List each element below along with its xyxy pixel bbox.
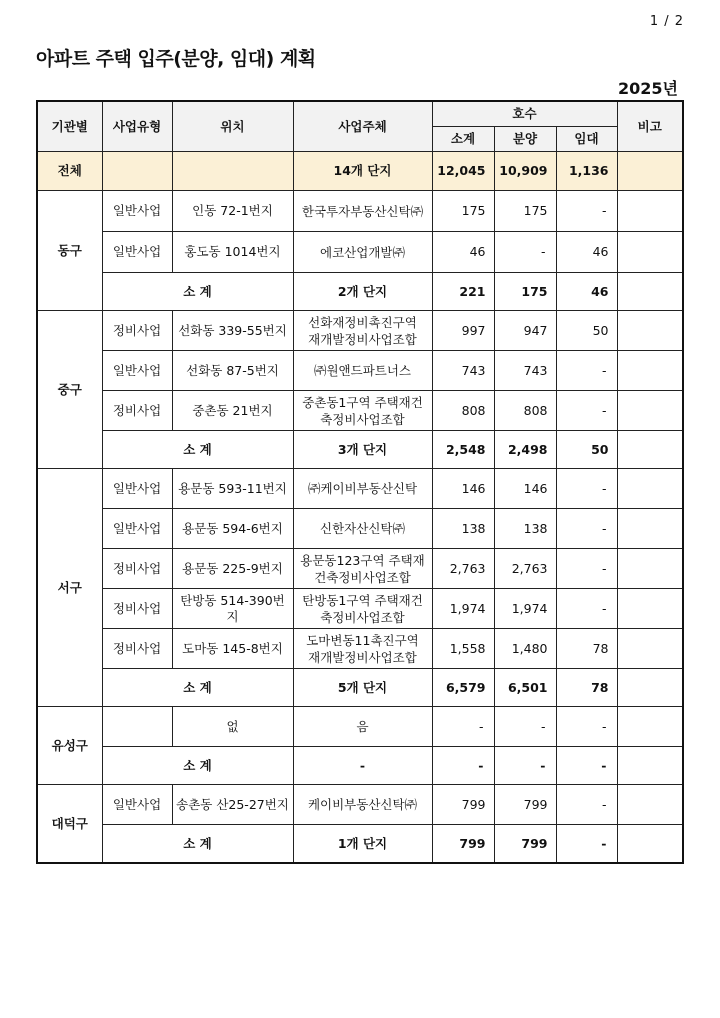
operator-cell: 도마변동11촉진구역 재개발정비사업조합 xyxy=(293,629,432,669)
units-sale-cell: 138 xyxy=(494,509,556,549)
units-rental-cell: 50 xyxy=(556,311,617,351)
header-location: 위치 xyxy=(172,101,293,152)
header-rental: 임대 xyxy=(556,127,617,152)
units-sale-cell: - xyxy=(494,707,556,747)
subtotal-rental: 78 xyxy=(556,669,617,707)
subtotal-label: 소 계 xyxy=(102,825,293,864)
subtotal-complexes: 3개 단지 xyxy=(293,431,432,469)
table-row xyxy=(37,509,683,549)
table-row xyxy=(37,549,683,589)
units-total-cell: - xyxy=(432,707,494,747)
location-cell: 용문동 594-6번지 xyxy=(172,509,293,549)
units-sale-cell: - xyxy=(494,232,556,273)
subtotal-complexes: 5개 단지 xyxy=(293,669,432,707)
grand-total-row xyxy=(37,152,683,191)
units-rental-cell: - xyxy=(556,549,617,589)
location-cell: 중촌동 21번지 xyxy=(172,391,293,431)
subtotal-rental: 46 xyxy=(556,273,617,311)
type-cell: 정비사업 xyxy=(102,589,172,629)
units-rental-cell: - xyxy=(556,707,617,747)
page-title: 아파트 주택 입주(분양, 임대) 계획 xyxy=(36,48,316,70)
area-label: 중구 xyxy=(37,311,102,469)
operator-cell: 한국투자부동산신탁㈜ xyxy=(293,191,432,232)
area-label: 동구 xyxy=(37,191,102,311)
operator-cell: ㈜원앤드파트너스 xyxy=(293,351,432,391)
units-sale-cell: 947 xyxy=(494,311,556,351)
units-rental-cell: - xyxy=(556,191,617,232)
subtotal-units: 2,548 xyxy=(432,431,494,469)
table-row xyxy=(37,351,683,391)
subtotal-row xyxy=(37,825,683,864)
operator-cell: 신한자산신탁㈜ xyxy=(293,509,432,549)
location-cell: 선화동 87-5번지 xyxy=(172,351,293,391)
location-cell: 도마동 145-8번지 xyxy=(172,629,293,669)
subtotal-rental: - xyxy=(556,825,617,864)
type-cell: 일반사업 xyxy=(102,351,172,391)
units-sale-cell: 743 xyxy=(494,351,556,391)
grand-total-complexes: 14개 단지 xyxy=(293,152,432,191)
units-sale-cell: 146 xyxy=(494,469,556,509)
units-sale-cell: 1,974 xyxy=(494,589,556,629)
units-total-cell: 2,763 xyxy=(432,549,494,589)
units-rental-cell: - xyxy=(556,785,617,825)
type-cell: 일반사업 xyxy=(102,191,172,232)
grand-total-label: 전체 xyxy=(37,152,102,191)
subtotal-row xyxy=(37,669,683,707)
location-cell: 송촌동 산25-27번지 xyxy=(172,785,293,825)
units-rental-cell: 78 xyxy=(556,629,617,669)
units-total-cell: 808 xyxy=(432,391,494,431)
subtotal-sale: - xyxy=(494,747,556,785)
operator-cell: ㈜케이비부동산신탁 xyxy=(293,469,432,509)
type-cell: 일반사업 xyxy=(102,785,172,825)
year-label: 2025년 xyxy=(618,79,678,98)
subtotal-complexes: - xyxy=(293,747,432,785)
units-rental-cell: 46 xyxy=(556,232,617,273)
type-cell: 일반사업 xyxy=(102,509,172,549)
operator-cell: 에코산업개발㈜ xyxy=(293,232,432,273)
location-cell: 인동 72-1번지 xyxy=(172,191,293,232)
table-row xyxy=(37,589,683,629)
units-total-cell: 743 xyxy=(432,351,494,391)
type-cell: 정비사업 xyxy=(102,311,172,351)
subtotal-row xyxy=(37,431,683,469)
units-total-cell: 1,974 xyxy=(432,589,494,629)
operator-cell: 용문동123구역 주택재 건축정비사업조합 xyxy=(293,549,432,589)
subtotal-row xyxy=(37,273,683,311)
location-cell: 선화동 339-55번지 xyxy=(172,311,293,351)
type-cell: 일반사업 xyxy=(102,469,172,509)
units-sale-cell: 1,480 xyxy=(494,629,556,669)
subtotal-sale: 175 xyxy=(494,273,556,311)
subtotal-label: 소 계 xyxy=(102,273,293,311)
subtotal-sale: 799 xyxy=(494,825,556,864)
header-sale: 분양 xyxy=(494,127,556,152)
units-rental-cell: - xyxy=(556,391,617,431)
units-sale-cell: 808 xyxy=(494,391,556,431)
units-total-cell: 138 xyxy=(432,509,494,549)
subtotal-label: 소 계 xyxy=(102,747,293,785)
subtotal-units: 799 xyxy=(432,825,494,864)
units-sale-cell: 799 xyxy=(494,785,556,825)
subtotal-label: 소 계 xyxy=(102,669,293,707)
none-left-cell: 없 xyxy=(172,707,293,747)
type-cell: 일반사업 xyxy=(102,232,172,273)
table-row xyxy=(37,232,683,273)
table-row xyxy=(37,391,683,431)
location-cell: 탄방동 514-390번지 xyxy=(172,589,293,629)
units-total-cell: 799 xyxy=(432,785,494,825)
header-type: 사업유형 xyxy=(102,101,172,152)
units-rental-cell: - xyxy=(556,509,617,549)
header-remarks: 비고 xyxy=(617,101,683,152)
table-row xyxy=(37,469,683,509)
subtotal-rental: 50 xyxy=(556,431,617,469)
location-cell: 용문동 593-11번지 xyxy=(172,469,293,509)
operator-cell: 탄방동1구역 주택재건 축정비사업조합 xyxy=(293,589,432,629)
type-cell: 정비사업 xyxy=(102,549,172,589)
type-cell: 정비사업 xyxy=(102,391,172,431)
table-row xyxy=(37,629,683,669)
subtotal-units: 221 xyxy=(432,273,494,311)
operator-cell: 선화재정비촉진구역 재개발정비사업조합 xyxy=(293,311,432,351)
units-sale-cell: 2,763 xyxy=(494,549,556,589)
header-total: 소계 xyxy=(432,127,494,152)
area-label: 대덕구 xyxy=(37,785,102,864)
subtotal-units: - xyxy=(432,747,494,785)
units-total-cell: 1,558 xyxy=(432,629,494,669)
location-cell: 용문동 225-9번지 xyxy=(172,549,293,589)
header-operator: 사업주체 xyxy=(293,101,432,152)
units-sale-cell: 175 xyxy=(494,191,556,232)
type-cell: 정비사업 xyxy=(102,629,172,669)
subtotal-sale: 2,498 xyxy=(494,431,556,469)
subtotal-units: 6,579 xyxy=(432,669,494,707)
subtotal-complexes: 1개 단지 xyxy=(293,825,432,864)
table-row xyxy=(37,785,683,825)
grand-total-units: 12,045 xyxy=(432,152,494,191)
page-number: 1 / 2 xyxy=(649,14,684,29)
housing-plan-table xyxy=(36,100,684,864)
header-agency: 기관별 xyxy=(37,101,102,152)
operator-cell: 중촌동1구역 주택재건 축정비사업조합 xyxy=(293,391,432,431)
location-cell: 홍도동 1014번지 xyxy=(172,232,293,273)
table-row xyxy=(37,191,683,232)
operator-cell: 케이비부동산신탁㈜ xyxy=(293,785,432,825)
header-units: 호수 xyxy=(432,101,617,127)
table-row xyxy=(37,311,683,351)
units-rental-cell: - xyxy=(556,469,617,509)
units-total-cell: 146 xyxy=(432,469,494,509)
units-total-cell: 46 xyxy=(432,232,494,273)
subtotal-complexes: 2개 단지 xyxy=(293,273,432,311)
subtotal-rental: - xyxy=(556,747,617,785)
area-label: 유성구 xyxy=(37,707,102,785)
units-rental-cell: - xyxy=(556,589,617,629)
units-total-cell: 997 xyxy=(432,311,494,351)
none-right-cell: 음 xyxy=(293,707,432,747)
subtotal-label: 소 계 xyxy=(102,431,293,469)
area-label: 서구 xyxy=(37,469,102,707)
units-total-cell: 175 xyxy=(432,191,494,232)
subtotal-row xyxy=(37,747,683,785)
subtotal-sale: 6,501 xyxy=(494,669,556,707)
units-rental-cell: - xyxy=(556,351,617,391)
grand-total-sale: 10,909 xyxy=(494,152,556,191)
table-row xyxy=(37,707,683,747)
grand-total-rental: 1,136 xyxy=(556,152,617,191)
